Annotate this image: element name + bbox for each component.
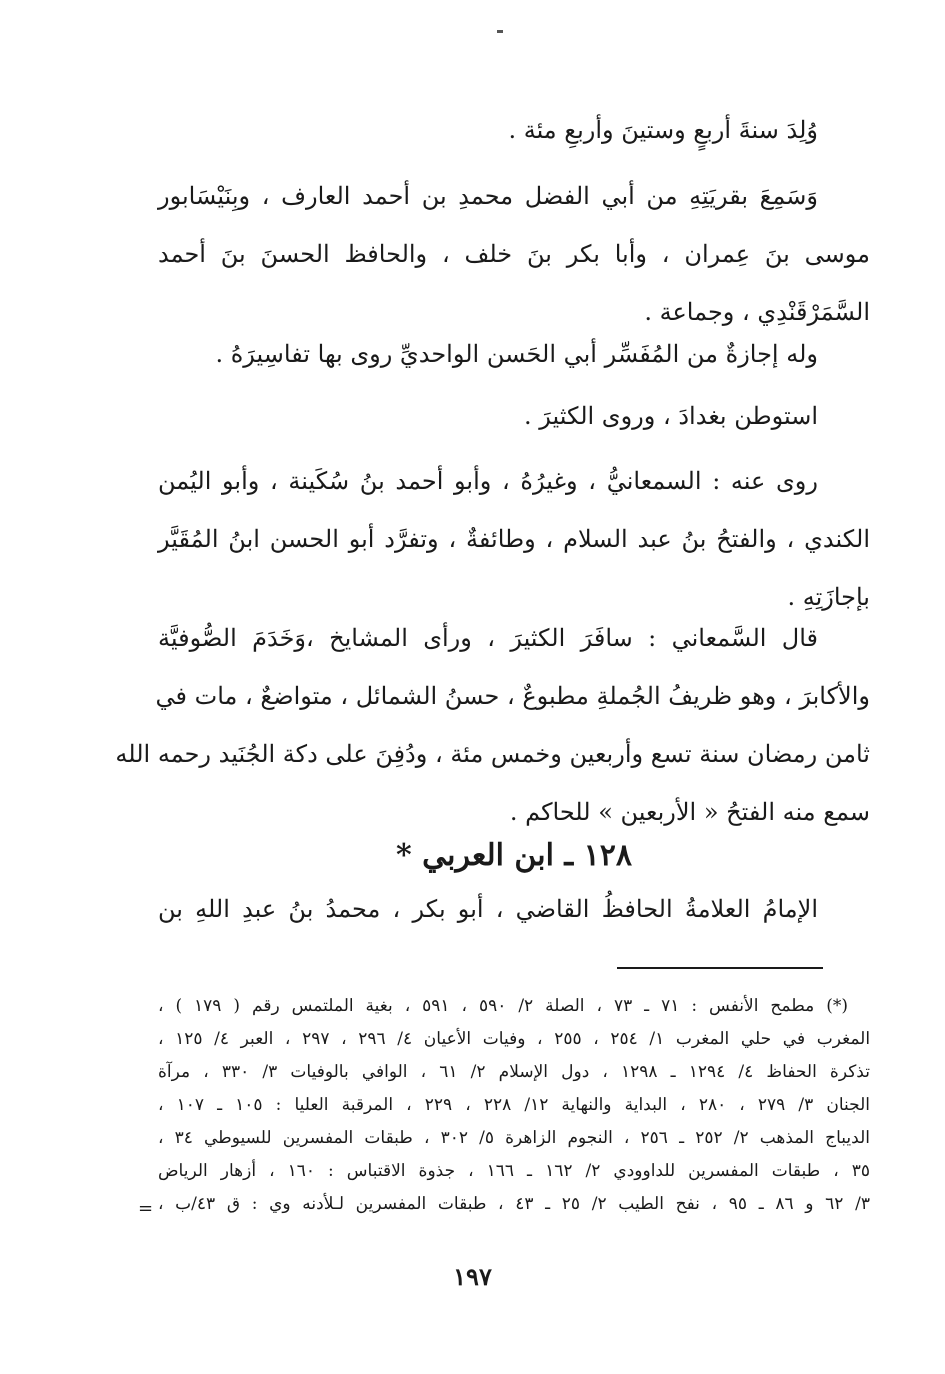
footnote-line: المغرب في حلي المغرب ١/ ٢٥٤ ، ٢٥٥ ، وفيات الأعيان ٤/ ٢٩٦ ، ٢٩٧ ، العبر ٤/ ١٢٥ ، xyxy=(158,1029,871,1049)
paragraph-ibn-arabi xyxy=(158,880,870,938)
text-line: الإمامُ العلامةُ الحافظُ القاضي ، أبو بكر ، محمدُ بنُ عبدِ اللهِ بن xyxy=(158,895,818,923)
text-line: وله إجازةٌ من المُفَسِّر أبي الحَسن الواحديِّ روى بها تفاسِيرَهُ . xyxy=(215,340,818,368)
paragraph-teachers xyxy=(158,167,870,341)
text-line: وُلِدَ سنةَ أربعٍ وستينَ وأربعِ مئة . xyxy=(508,116,818,144)
paragraph-baghdad xyxy=(158,387,870,445)
footnote-line: (*) مطمح الأنفس : ٧١ ـ ٧٣ ، الصلة ٢/ ٥٩٠ ، ٥٩١ ، بغية الملتمس رقم ( ١٧٩ ) ، xyxy=(158,996,848,1016)
page-number: ١٩٧ xyxy=(453,1262,492,1291)
text-line: بإجازَتِهِ . xyxy=(787,583,870,611)
footnote-line: ٣/ ٦٢ و ٨٦ ـ ٩٥ ، نفح الطيب ٢/ ٢٥ ـ ٤٣ ، طبقات المفسرين لـلأدنه وي : ق ٤٣/ب ، xyxy=(158,1194,870,1214)
text-line: والأكابرَ ، وهو ظريفُ الجُملةِ مطبوعٌ ، حسنُ الشمائل ، متواضعٌ ، مات في xyxy=(155,682,870,710)
text-line: الكندي ، والفتحُ بنُ عبد السلام ، وطائفةٌ ، وتفرَّد أبو الحسن ابنُ المُقَيَّر xyxy=(158,525,870,553)
text-line: وَسَمِعَ بقريَتِهِ من أبي الفضل محمدِ بن أحمد العارف ، وبِنَيْسَابور xyxy=(158,182,818,210)
paragraph-narrators xyxy=(158,452,870,626)
text-line: موسى بنَ عِمران ، وأبا بكر بنَ خلف ، والحافظ الحسنَ بنَ أحمد xyxy=(158,240,870,268)
footnote-rule xyxy=(617,967,823,969)
footnote-line: تذكرة الحفاظ ٤/ ١٢٩٤ ـ ١٢٩٨ ، دول الإسلام ٢/ ٦١ ، الوافي بالوفيات ٣/ ٣٣٠ ، مرآة xyxy=(158,1062,870,1082)
text-line: روى عنه : السمعانيُّ ، وغيرُهُ ، وأبو أحمد بنُ سُكَينة ، وأبو اليُمن xyxy=(158,467,818,495)
footnotes xyxy=(158,990,870,1221)
paragraph-samani xyxy=(115,609,870,841)
entry-heading: ١٢٨ ـ ابن العربي * xyxy=(396,838,632,873)
top-mark xyxy=(497,30,503,33)
text-line: ثامن رمضان سنة تسع وأربعين وخمس مئة ، ودُفِنَ على دكة الجُنَيد رحمه الله xyxy=(115,740,870,768)
text-line: سمع منه الفتحُ « الأربعين » للحاكم . xyxy=(509,798,870,826)
footnote-line: الجنان ٣/ ٢٧٩ ، ٢٨٠ ، البداية والنهاية ١٢/ ٢٢٨ ، ٢٢٩ ، المرقبة العليا : ١٠٥ ـ ١٠٧ ، xyxy=(158,1095,871,1115)
continuation-mark: = xyxy=(138,1198,154,1219)
footnote-line: ٣٥ ، طبقات المفسرين للداوودي ٢/ ١٦٢ ـ ١٦٦ ، جذوة الاقتباس : ١٦٠ ، أزهار الرياض xyxy=(158,1161,870,1181)
text-line: السَّمَرْقَنْدِي ، وجماعة . xyxy=(644,298,870,326)
paragraph-birth xyxy=(158,101,870,159)
paragraph-ijaza xyxy=(158,325,870,383)
footnote-line: الديباج المذهب ٢/ ٢٥٢ ـ ٢٥٦ ، النجوم الزاهرة ٥/ ٣٠٢ ، طبقات المفسرين للسيوطي ٣٤ ، xyxy=(158,1128,870,1148)
text-line: استوطن بغدادَ ، وروى الكثيرَ . xyxy=(523,402,818,430)
text-line: قال السَّمعاني : سافَرَ الكثيرَ ، ورأى المشايخ ،وَخَدَمَ الصُّوفيَّة xyxy=(158,624,818,652)
